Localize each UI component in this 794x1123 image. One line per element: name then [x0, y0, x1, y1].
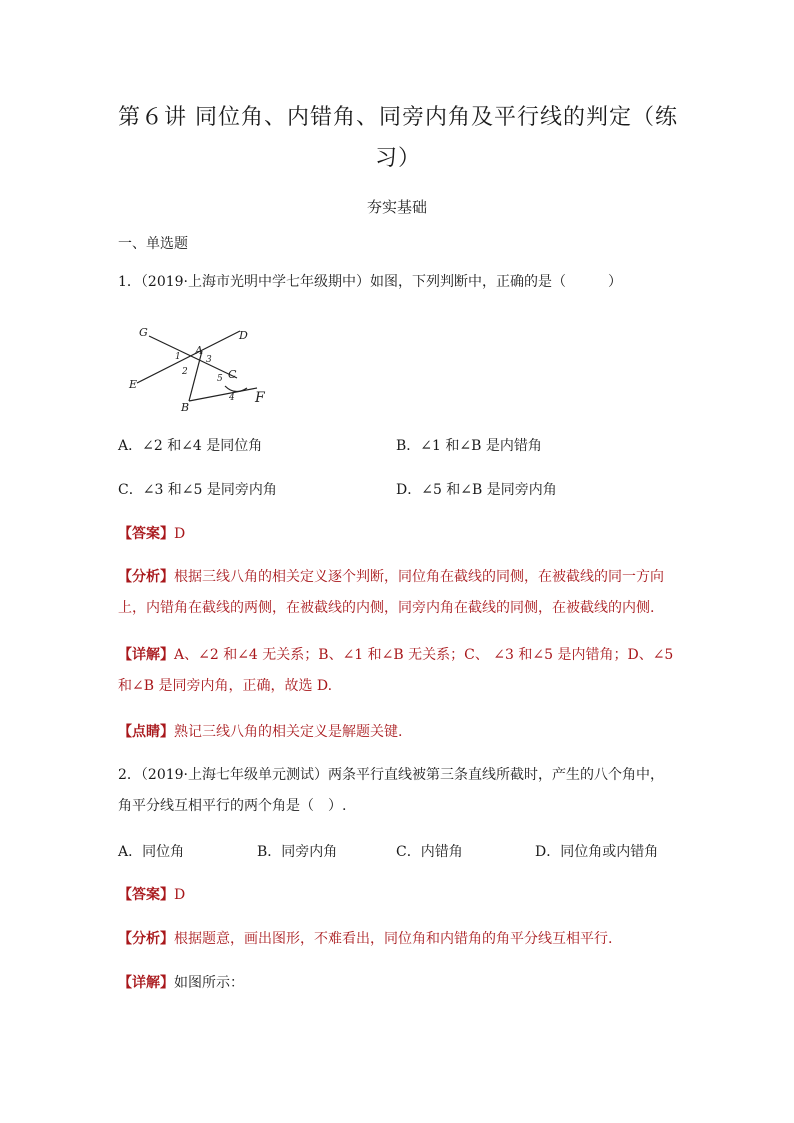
answer-tag: 【答案】: [118, 887, 174, 903]
answer-value: D: [174, 887, 186, 903]
detail-tag: 【详解】: [118, 647, 174, 663]
q1-option-d: D．∠5 和∠B 是同旁内角: [396, 482, 557, 498]
doc-title-line1: 第６讲 同位角、内错角、同旁内角及平行线的判定（练: [118, 105, 678, 130]
q2-option-b: B．同旁内角: [257, 844, 338, 860]
q1-figure: [125, 318, 275, 413]
q1-option-c: C．∠3 和∠5 是同旁内角: [118, 482, 277, 498]
q2-stem-line1: 2．（2019·上海七年级单元测试）两条平行直线被第三条直线所截时，产生的八个角中，: [118, 767, 664, 783]
doc-subtitle: 夯实基础: [366, 198, 427, 216]
label-angle-4: 4: [229, 393, 235, 403]
tip-tag: 【点睛】: [118, 724, 174, 740]
detail-text: 如图所示：: [174, 975, 244, 991]
label-angle-2: 2: [182, 367, 188, 377]
q1-analysis-line2: 上，内错角在截线的两侧，在被截线的内侧，同旁内角在截线的同侧，在被截线的内侧.: [118, 600, 655, 616]
line-bf: [189, 388, 257, 401]
line-ed: [137, 331, 240, 383]
label-f: F: [255, 390, 265, 406]
q1-analysis-line1: [118, 567, 664, 587]
label-d: D: [239, 329, 248, 342]
q2-answer: [118, 885, 185, 905]
label-c: C: [228, 368, 237, 381]
q2-stem-line2: 角平分线互相平行的两个角是（ ）.: [118, 798, 347, 814]
q1-detail-line2: 和∠B 是同旁内角，正确，故选 D.: [118, 678, 333, 694]
section-heading: 一、单选题: [118, 236, 188, 252]
q1-option-b: B．∠1 和∠B 是内错角: [396, 438, 542, 454]
analysis-text-1: 根据三线八角的相关定义逐个判断，同位角在截线的同侧，在被截线的同一方向: [174, 569, 664, 585]
q2-option-a: A．同位角: [118, 844, 185, 860]
tip-text: 熟记三线八角的相关定义是解题关键.: [174, 724, 403, 740]
q1-option-a: A．∠2 和∠4 是同位角: [118, 438, 263, 454]
q1-stem: 1．（2019·上海市光明中学七年级期中）如图，下列判断中，正确的是（ ）: [118, 274, 622, 290]
detail-text-1: A、∠2 和∠4 无关系；B、∠1 和∠B 无关系；C、 ∠3 和∠5 是内错角；D、∠5: [174, 647, 674, 663]
q1-tip: [118, 722, 402, 742]
doc-title-line2: 习）: [374, 146, 421, 171]
label-b: B: [181, 401, 190, 413]
analysis-tag: 【分析】: [118, 931, 174, 947]
analysis-text: 根据题意，画出图形，不难看出，同位角和内错角的角平分线互相平行.: [174, 931, 613, 947]
answer-value: D: [174, 526, 186, 542]
answer-tag: 【答案】: [118, 526, 174, 542]
line-gd: [149, 336, 237, 378]
label-g: G: [139, 326, 148, 339]
label-angle-5: 5: [217, 374, 223, 384]
q1-detail-line1: [118, 645, 673, 665]
analysis-tag: 【分析】: [118, 569, 174, 585]
q2-detail: [118, 973, 244, 993]
q2-option-c: C．内错角: [396, 844, 463, 860]
q1-answer: [118, 524, 185, 544]
label-e: E: [129, 378, 138, 391]
q2-option-d: D．同位角或内错角: [535, 844, 659, 860]
label-angle-1: 1: [175, 352, 181, 362]
detail-tag: 【详解】: [118, 975, 174, 991]
q2-analysis: [118, 929, 612, 949]
label-a: A: [195, 344, 203, 357]
label-angle-3: 3: [206, 355, 212, 365]
